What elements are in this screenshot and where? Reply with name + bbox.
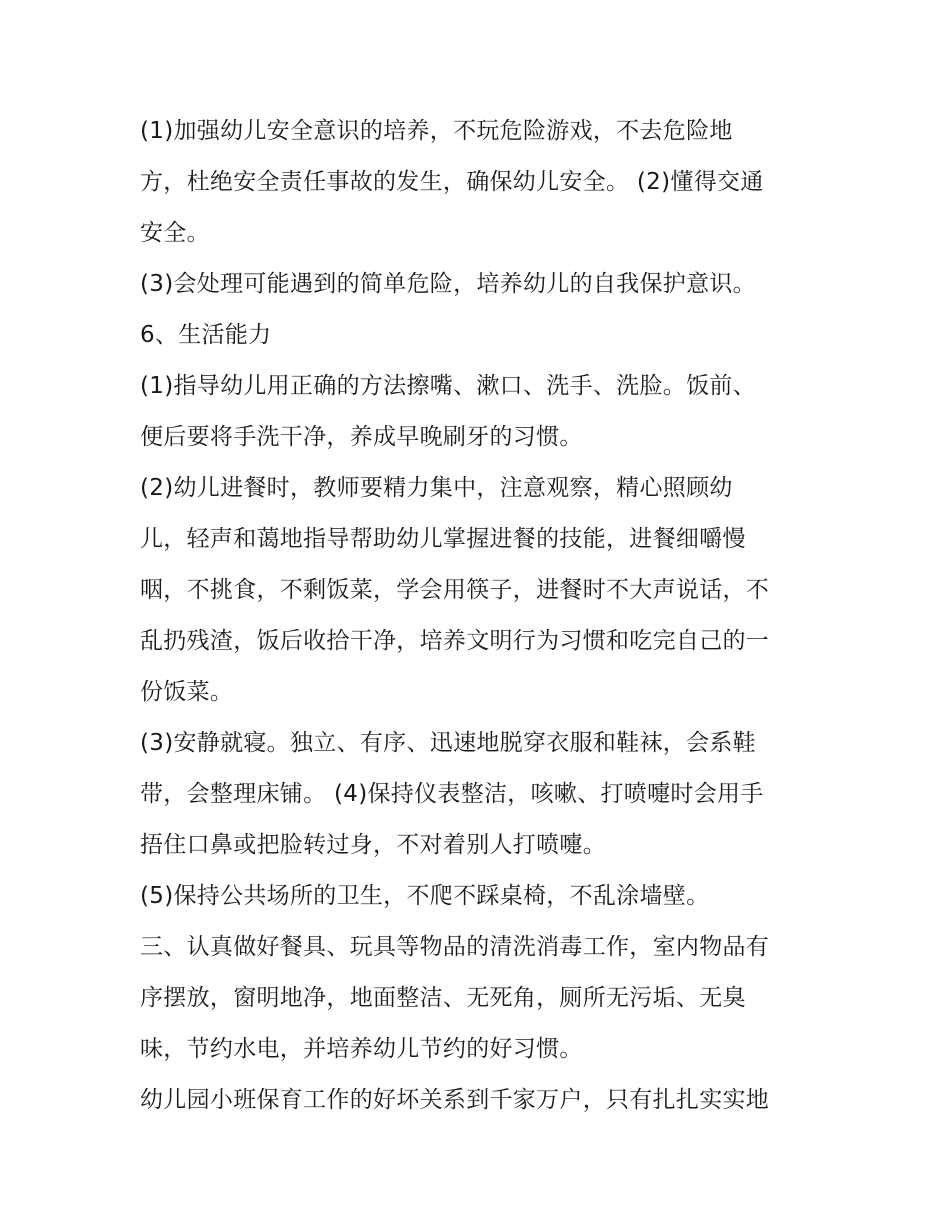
text-line: (3)安静就寝。独立、有序、迅速地脱穿衣服和鞋袜，会系鞋 <box>140 730 756 756</box>
text-line: 序摆放，窗明地净，地面整洁、无死角，厕所无污垢、无臭 <box>140 985 746 1011</box>
text-line: (1)加强幼儿安全意识的培养，不玩危险游戏，不去危险地 <box>140 118 733 144</box>
text-line: (1)指导幼儿用正确的方法擦嘴、漱口、洗手、洗脸。饭前、 <box>140 373 756 399</box>
text-line: 咽，不挑食，不剩饭菜，学会用筷子，进餐时不大声说话，不 <box>140 577 770 603</box>
text-line: 幼儿园小班保育工作的好坏关系到千家万户，只有扎扎实实地 <box>140 1087 770 1113</box>
text-line: 安全。 <box>140 220 210 246</box>
text-line: 方，杜绝安全责任事故的发生，确保幼儿安全。 (2)懂得交通 <box>140 169 764 195</box>
text-line: (5)保持公共场所的卫生，不爬不踩桌椅，不乱涂墙壁。 <box>140 883 710 909</box>
document-body <box>140 106 820 1126</box>
text-line: 乱扔残渣，饭后收拾干净，培养文明行为习惯和吃完自己的一 <box>140 628 770 654</box>
text-line: 三、认真做好餐具、玩具等物品的清洗消毒工作，室内物品有 <box>140 934 770 960</box>
text-line: 份饭菜。 <box>140 679 234 705</box>
text-line: 便后要将手洗干净，养成早晚刷牙的习惯。 <box>140 424 583 450</box>
text-line: (3)会处理可能遇到的简单危险，培养幼儿的自我保护意识。 <box>140 271 756 297</box>
text-line: 儿，轻声和蔼地指导帮助幼儿掌握进餐的技能，进餐细嚼慢 <box>140 526 746 552</box>
text-line: (2)幼儿进餐时，教师要精力集中，注意观察，精心照顾幼 <box>140 475 733 501</box>
section-heading: 6、生活能力 <box>140 322 272 348</box>
text-line: 味，节约水电，并培养幼儿节约的好习惯。 <box>140 1036 583 1062</box>
text-line: 带，会整理床铺。 (4)保持仪表整洁，咳嗽、打喷嚏时会用手 <box>140 781 764 807</box>
text-line: 捂住口鼻或把脸转过身，不对着别人打喷嚏。 <box>140 832 606 858</box>
